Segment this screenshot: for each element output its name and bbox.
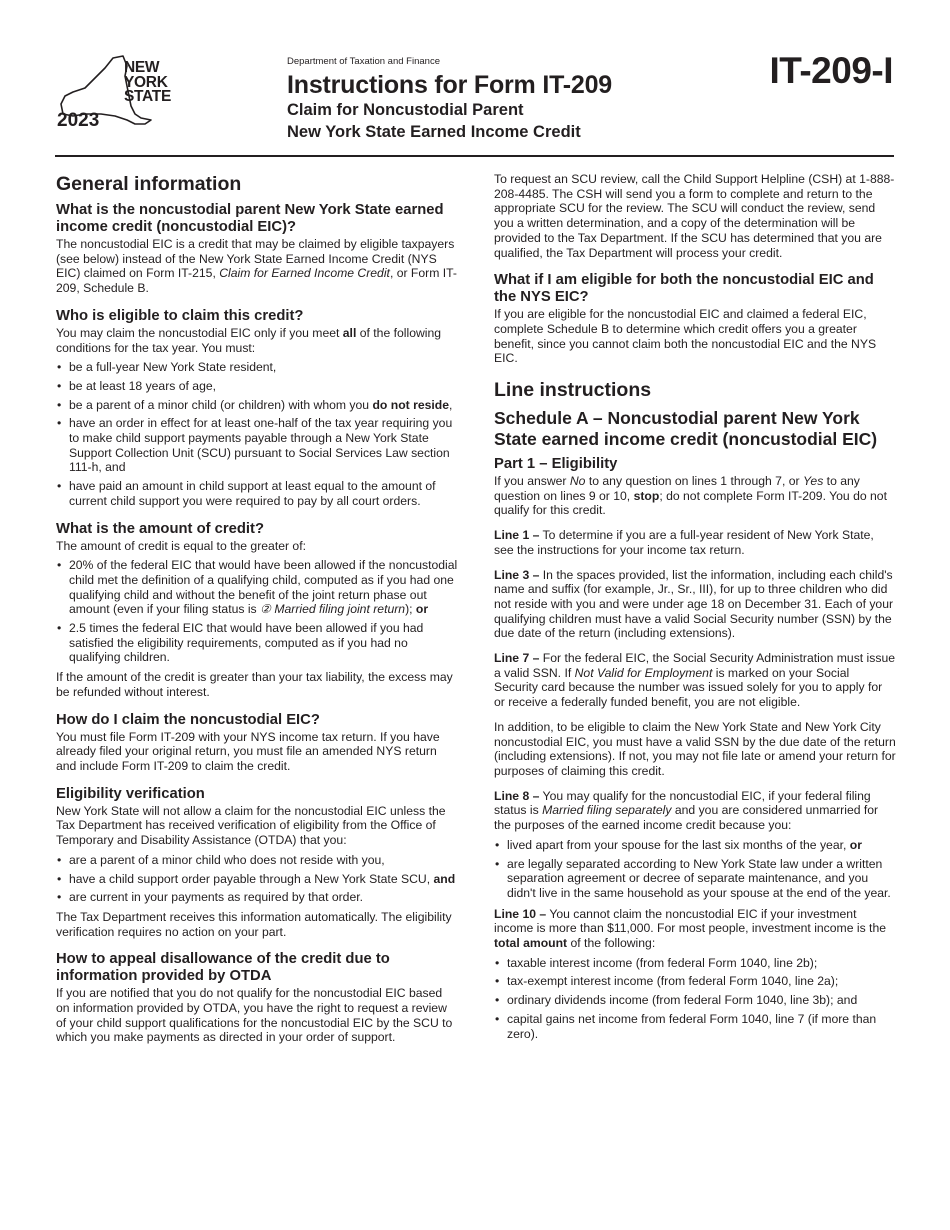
- part-1-heading: Part 1 – Eligibility: [494, 456, 618, 473]
- header-divider: [55, 155, 894, 157]
- investment-income-list: [494, 956, 896, 1042]
- nys-logo: [55, 52, 190, 134]
- list-item: • taxable interest income (from federal Form 1040, line 2b);: [494, 956, 896, 971]
- eligibility-conditions-list: [56, 360, 458, 508]
- list-item: • are current in your payments as required by that order.: [56, 890, 458, 905]
- line-7-instruction: Line 7 – For the federal EIC, the Social Security Administration must issue a valid SSN. If Not Valid for Employment is marked on your Social Security card because the number was issued solely for you to apply for or receive a federally funded benefit, you are not eligible.: [494, 651, 896, 710]
- list-item: • 2.5 times the federal EIC that would have been allowed if you had satisfied the eligibility requirements, computed as if you had no qualifying children.: [56, 621, 458, 665]
- line-7-additional: In addition, to be eligible to claim the New York State and New York City noncustodial EIC, you must have a valid SSN by the due date of the return (including extensions). If not, you may not file late or amend your return for purposes of claiming this credit.: [494, 719, 896, 778]
- line-10-instruction: Line 10 – You cannot claim the noncustodial EIC if your investment income is more than $11,000. For most people, investment income is the total amount of the following:: [494, 906, 886, 951]
- list-item: • have an order in effect for at least one-half of the tax year requiring you to make child support payments payable through a New York State Support Collection Unit (SCU) pursuant to Social Services Law section 111-h, and: [56, 416, 458, 475]
- scu-review-paragraph: To request an SCU review, call the Child Support Helpline (CSH) at 1-888-208-4485. The CSH will send you a form to complete and return to the appropriate SCU for the review. The SCU will conduct the review, send you a written determination, and a copy of the determination will be provided to the Tax Department. If the SCU has determined that you are qualified, the Tax Department will process your credit.: [494, 172, 895, 260]
- what-is-credit-paragraph: The noncustodial EIC is a credit that may be claimed by eligible taxpayers (see below) instead of the New York State Earned Income Credit (NYS EIC) claimed on Form IT-215, Claim for Earned Income Credit, or Form IT-209, Schedule B.: [56, 237, 457, 296]
- tax-year: 2023: [57, 110, 100, 131]
- list-item: • lived apart from your spouse for the last six months of the year, or: [494, 838, 896, 853]
- appeal-paragraph: If you are notified that you do not qualify for the noncustodial EIC based on information provided by OTDA, you have the right to request a review of your child support qualifications for the noncustodial EIC by the SCU to which you make payments as directed in your order of support.: [56, 986, 453, 1045]
- list-item: • ordinary dividends income (from federal Form 1040, line 3b); and: [494, 993, 896, 1008]
- eligibility-verification-paragraph: New York State will not allow a claim for the noncustodial EIC unless the Tax Department has received verification of eligibility from the Office of Temporary and Disability Assistance (OTDA) that you:: [56, 803, 446, 848]
- right-column: [494, 172, 896, 1046]
- general-information-heading: General information: [56, 173, 242, 195]
- amount-of-credit-intro: The amount of credit is equal to the greater of:: [56, 538, 306, 553]
- left-column: [56, 172, 458, 1050]
- page-header: [0, 0, 950, 160]
- part-1-paragraph: If you answer No to any question on lines 1 through 7, or Yes to any question on lines 9 or 10, stop; do not complete Form IT-209. You do not qualify for this credit.: [494, 474, 887, 518]
- refund-paragraph: If the amount of the credit is greater than your tax liability, the excess may be refunded without interest.: [56, 670, 453, 699]
- appeal-heading: How to appeal disallowance of the credit due to information provided by OTDA: [56, 951, 390, 985]
- logo-line-state: STATE: [124, 88, 172, 105]
- list-item: • be a full-year New York State resident,: [56, 360, 458, 375]
- line-8-instruction: Line 8 – You may qualify for the noncustodial EIC, if your federal filing status is Married filing separately and you are considered unmarried for the purposes of the earned income credit because you:: [494, 788, 879, 833]
- automatic-verification-paragraph: The Tax Department receives this information automatically. The eligibility verification requires no action on your part.: [56, 909, 452, 939]
- amount-of-credit-heading: What is the amount of credit?: [56, 520, 264, 537]
- line-1-instruction: Line 1 – To determine if you are a full-year resident of New York State, see the instructions for your income tax return.: [494, 528, 874, 557]
- eligibility-verification-heading: Eligibility verification: [56, 785, 205, 802]
- list-item: • tax-exempt interest income (from federal Form 1040, line 2a);: [494, 974, 896, 989]
- how-to-claim-heading: How do I claim the noncustodial EIC?: [56, 711, 320, 728]
- page-subtitle-2: New York State Earned Income Credit: [287, 123, 581, 141]
- logo-line-new: NEW: [124, 59, 160, 76]
- list-item: • have paid an amount in child support at least equal to the amount of current child support you were required to pay by all court orders.: [56, 479, 458, 508]
- schedule-a-heading: Schedule A – Noncustodial parent New York State earned income credit (noncustodial EIC): [494, 408, 878, 450]
- amount-options-list: [56, 558, 458, 665]
- who-is-eligible-heading: Who is eligible to claim this credit?: [56, 307, 304, 324]
- list-item: • are a parent of a minor child who does not reside with you,: [56, 853, 458, 868]
- form-code: IT-209-I: [769, 50, 893, 91]
- verification-list: [56, 853, 458, 905]
- list-item: • capital gains net income from federal Form 1040, line 7 (if more than zero).: [494, 1012, 896, 1041]
- who-is-eligible-paragraph: You may claim the noncustodial EIC only if you meet all of the following conditions for the tax year. You must:: [56, 325, 442, 355]
- list-item: • are legally separated according to New York State law under a written separation agreement or decree of separate maintenance, and you didn't live in the same household as your spouse at the end of the year.: [494, 857, 896, 901]
- list-item: • be a parent of a minor child (or children) with whom you do not reside,: [56, 398, 458, 413]
- line-8-list: [494, 838, 896, 901]
- what-is-credit-heading: What is the noncustodial parent New York State earned income credit (noncustodial EIC)?: [56, 202, 444, 235]
- line-3-instruction: Line 3 – In the spaces provided, list the information, including each child's name and suffix (for example, Jr., Sr., III), for up to three children who did not reside with you and were under age 18 on December 31. Each of your qualifying children must have a valid Social Security number (SSN) by the due date of the return (including extensions).: [494, 567, 894, 641]
- both-eligible-paragraph: If you are eligible for the noncustodial EIC and claimed a federal EIC, complete Schedule B to determine which credit offers you a greater benefit, since you cannot claim both the noncustodial EIC and the NYS EIC.: [494, 307, 877, 366]
- list-item: • 20% of the federal EIC that would have been allowed if the noncustodial child met the definition of a qualifying child, computed as if you had one qualifying child and without the benefit of the joint return phase out amount (even if your filing status is ② Married filing joint return); or: [56, 558, 458, 617]
- both-eligible-heading: What if I am eligible for both the noncustodial EIC and the NYS EIC?: [494, 272, 874, 306]
- how-to-claim-paragraph: You must file Form IT-209 with your NYS income tax return. If you have already filed your original return, you must file an amended NYS return and include Form IT-209 to claim the credit.: [56, 729, 440, 773]
- list-item: • have a child support order payable through a New York State SCU, and: [56, 872, 458, 887]
- list-item: • be at least 18 years of age,: [56, 379, 458, 394]
- page-title: Instructions for Form IT-209: [287, 71, 613, 99]
- department-name: Department of Taxation and Finance: [287, 56, 440, 67]
- line-instructions-heading: Line instructions: [494, 379, 652, 402]
- page-subtitle-1: Claim for Noncustodial Parent: [287, 101, 524, 119]
- logo-wordmark: [124, 61, 171, 105]
- logo-line-york: YORK: [124, 73, 168, 91]
